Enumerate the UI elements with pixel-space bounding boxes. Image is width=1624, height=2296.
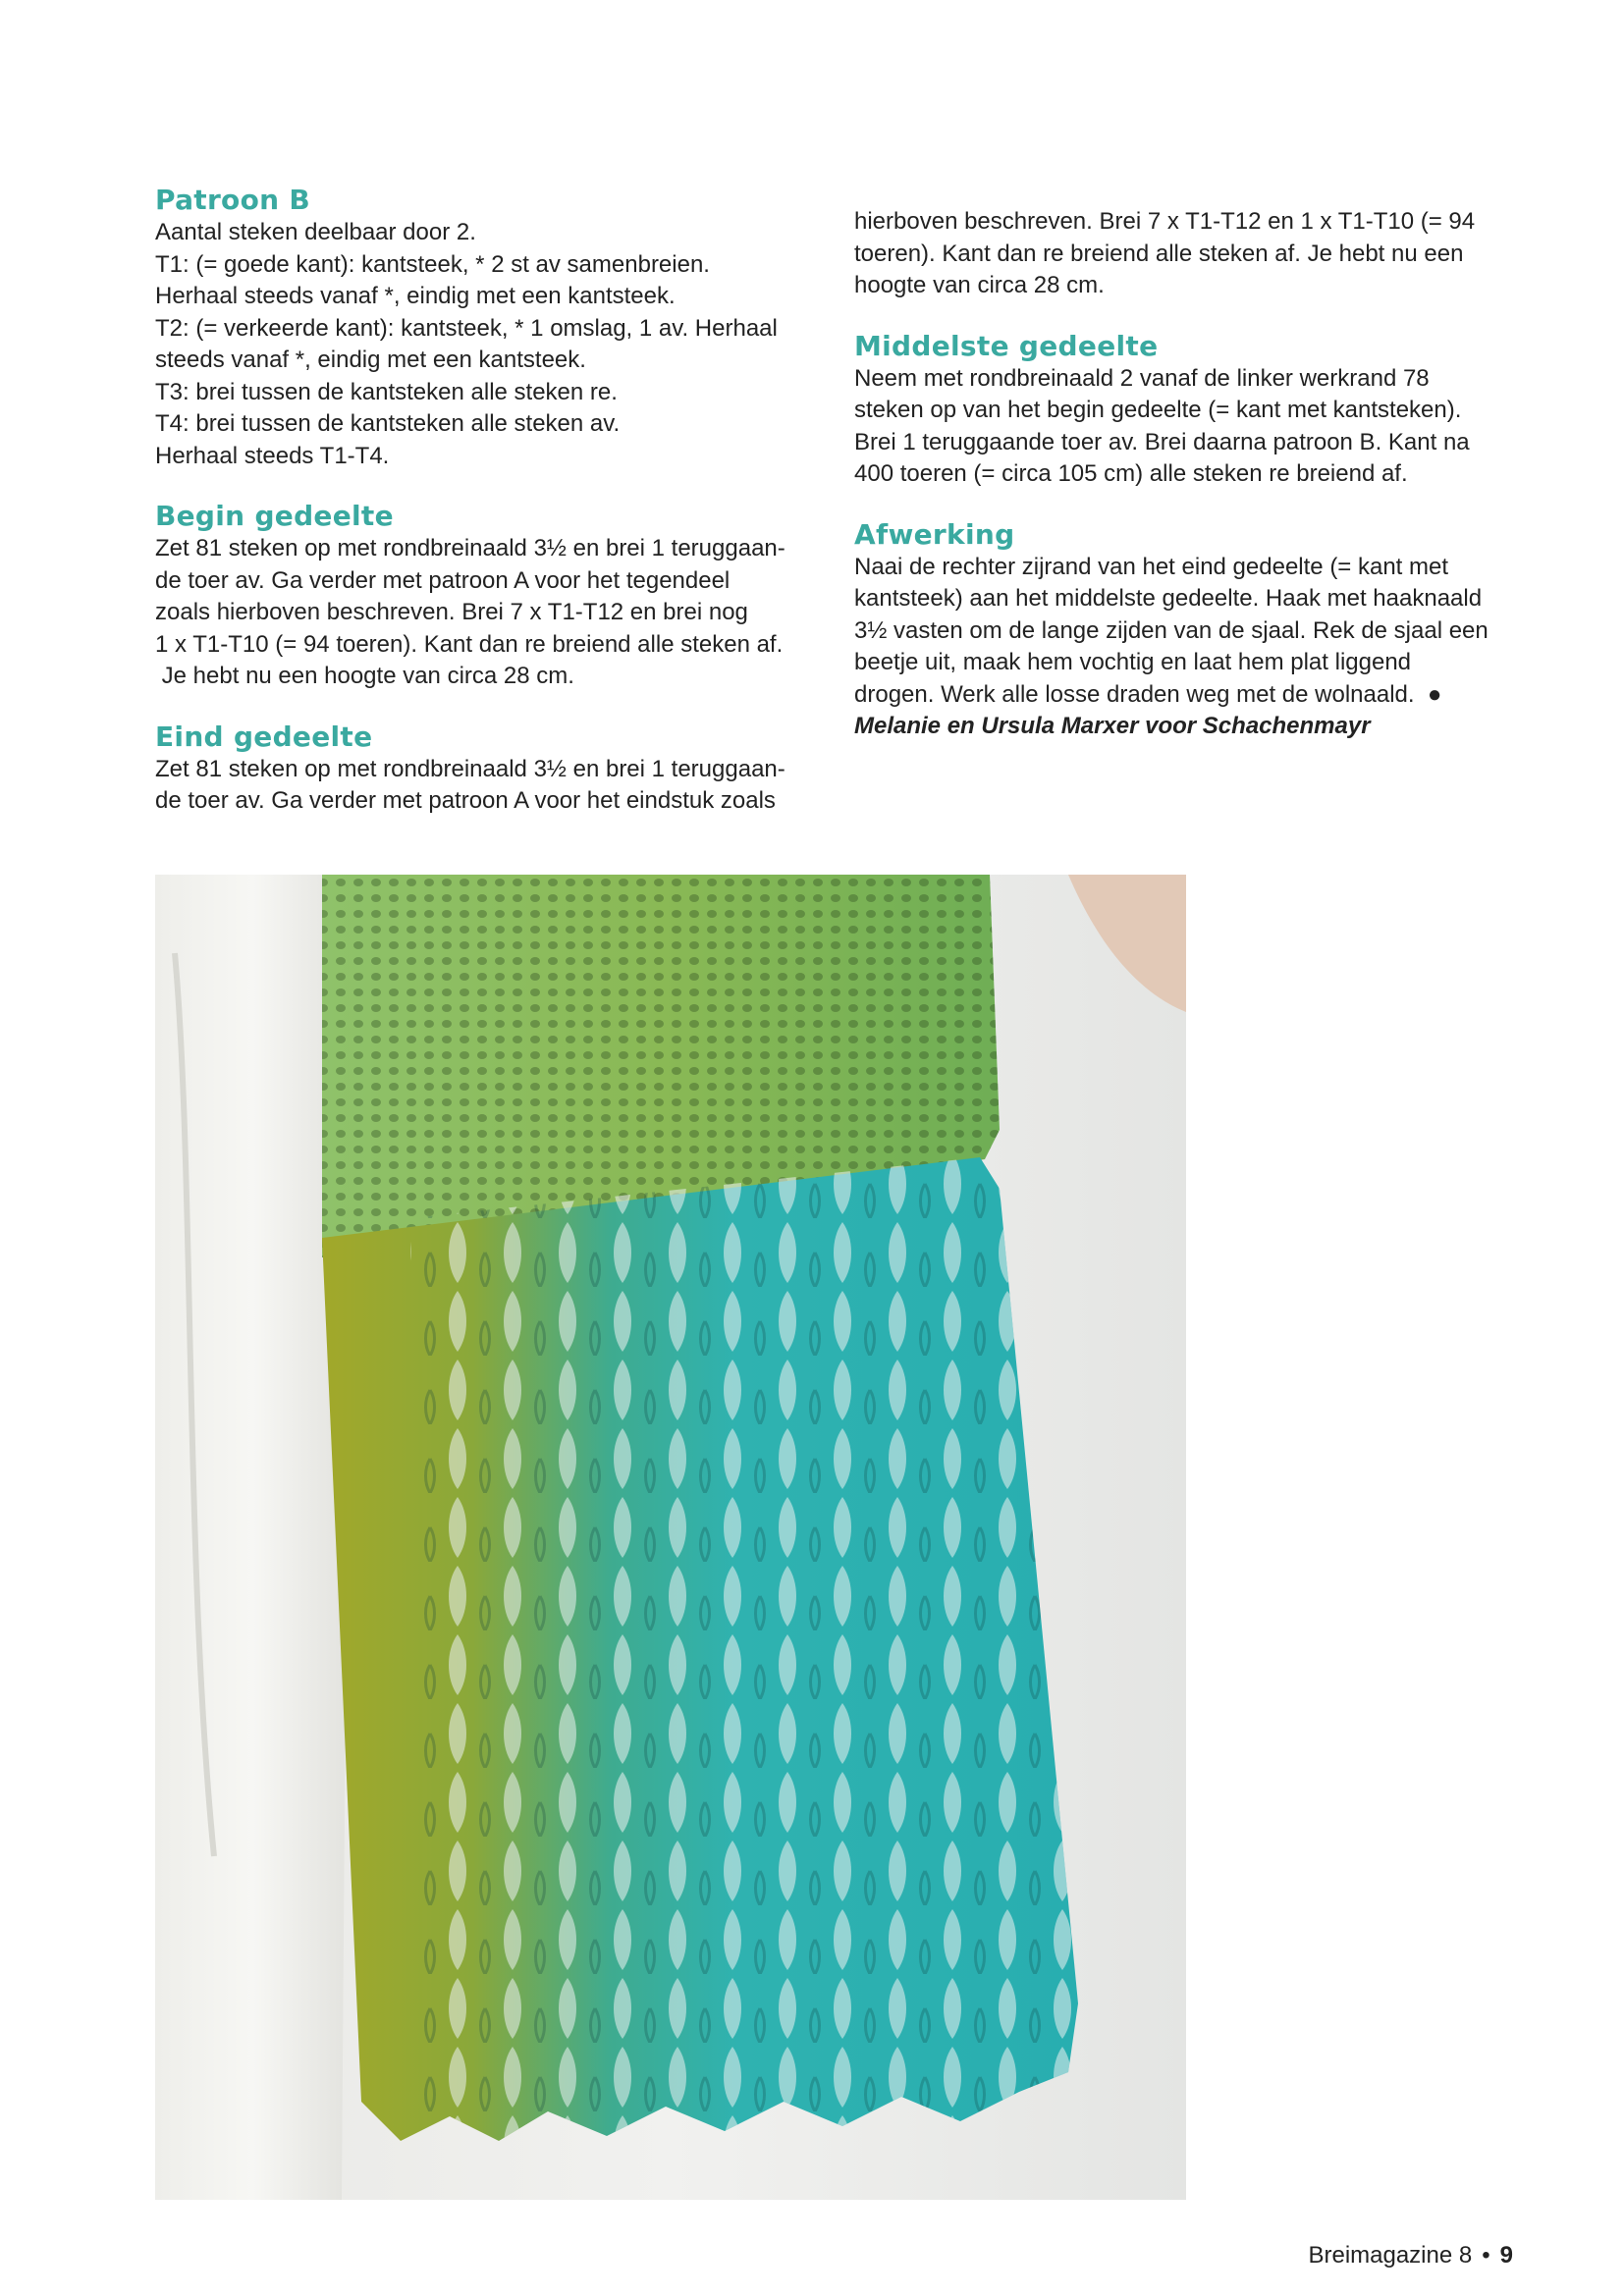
text-line: drogen. Werk alle losse draden weg met de wolnaald. ● [854, 680, 1442, 708]
text-line: Neem met rondbreinaald 2 vanaf de linker werkrand 78 [854, 364, 1430, 392]
text-line: hierboven beschreven. Brei 7 x T1-T12 en 1 x T1-T10 (= 94 [854, 208, 1476, 235]
section-patroon-b [155, 184, 823, 472]
text-line: hoogte van circa 28 cm. [854, 272, 1105, 298]
scarf-illustration [155, 875, 1186, 2200]
footer-bullet: • [1482, 2242, 1490, 2269]
text-line: de toer av. Ga verder met patroon A voor het eindstuk zoals [155, 787, 776, 814]
text-line: T2: (= verkeerde kant): kantsteek, * 1 omslag, 1 av. Herhaal [155, 314, 778, 342]
page-footer [1308, 2241, 1513, 2270]
section-afwerking [854, 518, 1522, 743]
scarf-photo [155, 875, 1186, 2200]
text-line: Herhaal steeds T1-T4. [155, 442, 390, 469]
page-number: 9 [1499, 2242, 1513, 2269]
section-heading: Begin gedeelte [155, 500, 394, 532]
text-line: Aantal steken deelbaar door 2. [155, 219, 476, 245]
section-heading: Eind gedeelte [155, 720, 373, 753]
text-line: Naai de rechter zijrand van het eind gedeelte (= kant met [854, 553, 1449, 580]
text-line: steeds vanaf *, eindig met een kantsteek. [155, 347, 586, 373]
text-line: de toer av. Ga verder met patroon A voor het tegendeel [155, 566, 731, 594]
section-eind-gedeelte [155, 721, 823, 818]
text-line: Zet 81 steken op met rondbreinaald 3½ en brei 1 teruggaan- [155, 755, 785, 782]
text-line: T3: brei tussen de kantsteken alle steken re. [155, 378, 618, 405]
text-line: T4: brei tussen de kantsteken alle steken av. [155, 410, 621, 437]
text-line: Herhaal steeds vanaf *, eindig met een kantsteek. [155, 283, 676, 309]
section-heading: Patroon B [155, 184, 311, 216]
text-line: steken op van het begin gedeelte (= kant met kantsteken). [854, 397, 1462, 423]
text-line: Zet 81 steken op met rondbreinaald 3½ en brei 1 teruggaan- [155, 535, 785, 561]
section-heading: Middelste gedeelte [854, 329, 1159, 362]
section-middelste-gedeelte [854, 330, 1522, 491]
text-line: Brei 1 teruggaande toer av. Brei daarna patroon B. Kant na [854, 428, 1470, 455]
designer-credit: Melanie en Ursula Marxer voor Schachenmayr [854, 713, 1371, 739]
text-line: beetje uit, maak hem vochtig en laat hem plat liggend [854, 649, 1412, 675]
text-line: 400 toeren (= circa 105 cm) alle steken re breiend af. [854, 460, 1408, 487]
text-line: zoals hierboven beschreven. Brei 7 x T1-T12 en brei nog [155, 599, 748, 625]
text-line: 3½ vasten om de lange zijden van de sjaal. Rek de sjaal een [854, 616, 1489, 644]
text-line: kantsteek) aan het middelste gedeelte. Haak met haaknaald [854, 585, 1483, 612]
magazine-name: Breimagazine 8 [1308, 2242, 1473, 2269]
section-begin-gedeelte [155, 500, 823, 693]
section-eind-continued [854, 206, 1522, 302]
text-line: toeren). Kant dan re breiend alle steken af. Je hebt nu een [854, 240, 1464, 267]
right-column [854, 206, 1522, 771]
section-heading: Afwerking [854, 517, 1015, 551]
text-line: 1 x T1-T10 (= 94 toeren). Kant dan re breiend alle steken af. [155, 630, 784, 658]
text-line: Je hebt nu een hoogte van circa 28 cm. [155, 663, 574, 689]
text-line: T1: (= goede kant): kantsteek, * 2 st av samenbreien. [155, 250, 710, 278]
left-column [155, 184, 823, 845]
